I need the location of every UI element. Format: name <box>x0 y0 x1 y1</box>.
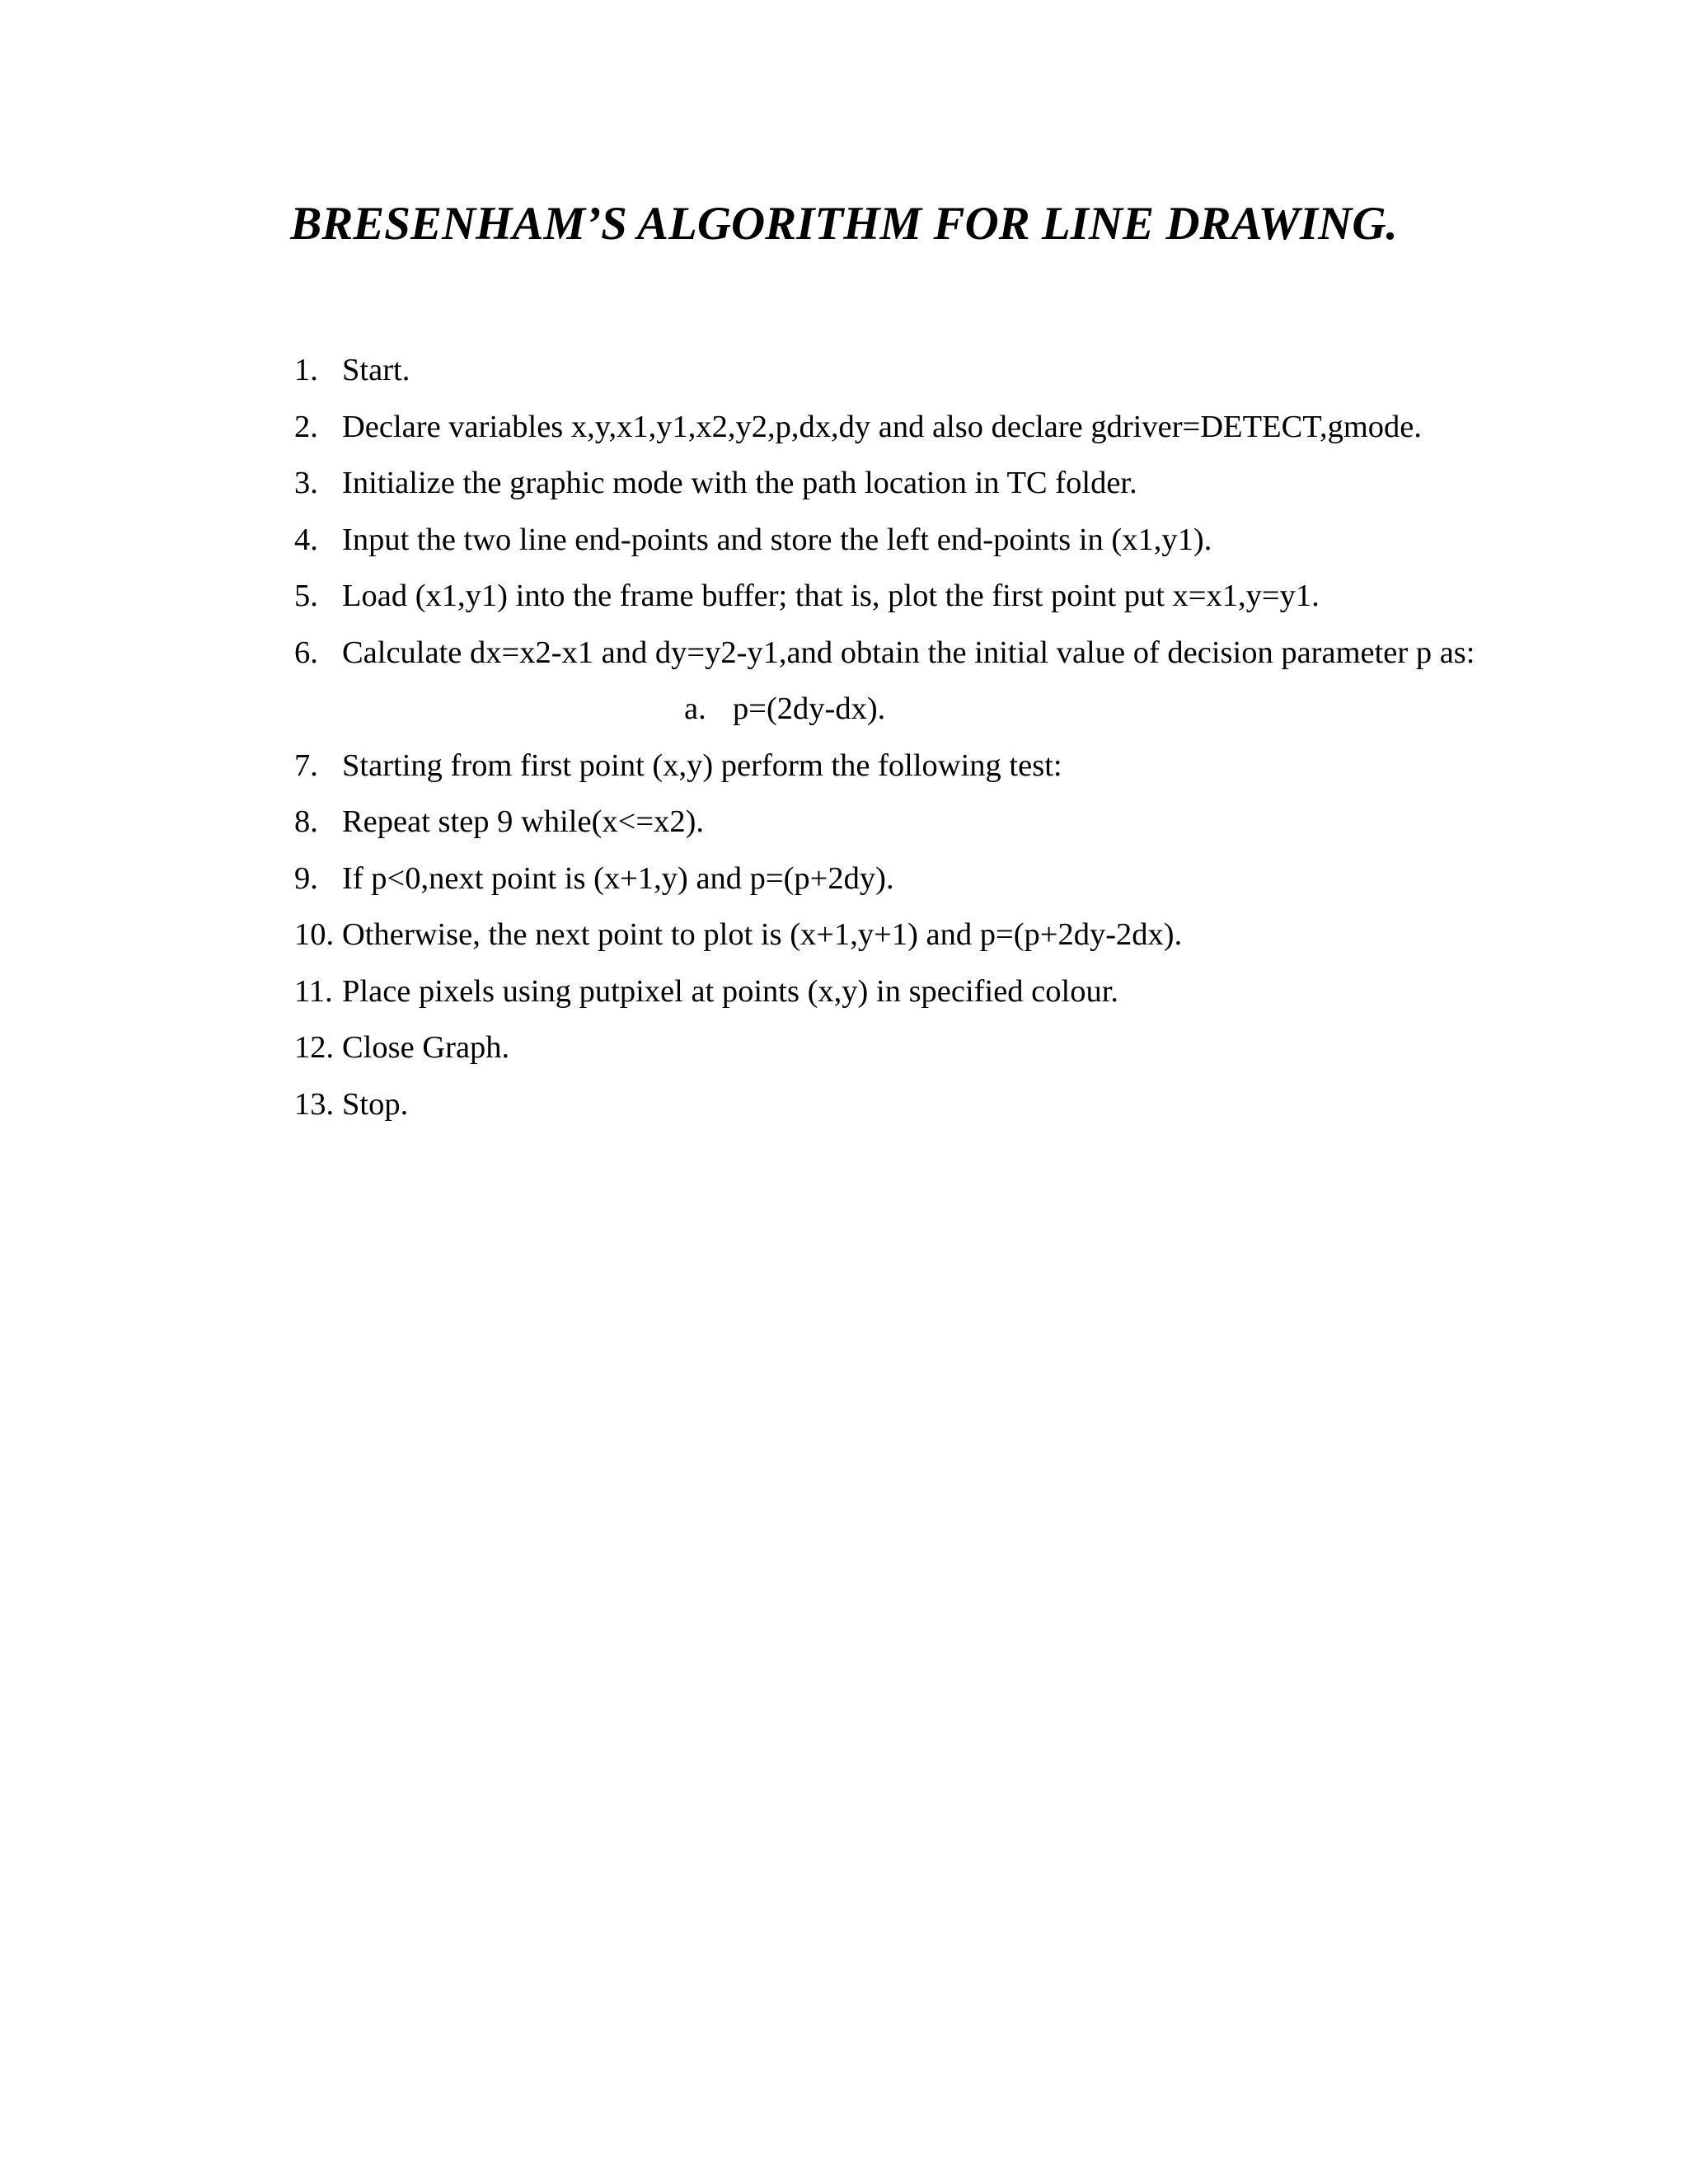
algorithm-steps-list <box>294 342 1679 1132</box>
step-text: Stop. <box>342 1086 409 1122</box>
step-number: 11. <box>294 973 333 1009</box>
step-number: 2. <box>294 409 318 444</box>
step-text: Close Graph. <box>342 1030 510 1065</box>
list-item <box>294 1019 1679 1076</box>
list-item <box>294 907 1679 963</box>
step-number: 7. <box>294 748 318 783</box>
step-number: 5. <box>294 579 318 613</box>
sub-list-item <box>294 681 1679 738</box>
list-item <box>294 512 1679 569</box>
step-text: Otherwise, the next point to plot is (x+1,y+1) and p=(p+2dy-2dx). <box>342 917 1183 952</box>
list-item <box>294 738 1679 794</box>
sub-step-letter: a. <box>684 691 706 726</box>
list-item <box>294 568 1679 625</box>
step-text: Repeat step 9 while(x<=x2). <box>342 804 705 839</box>
step-number: 10. <box>294 917 335 952</box>
sub-step-text: p=(2dy-dx). <box>733 691 886 726</box>
step-text: Place pixels using putpixel at points (x,y) in specified colour. <box>342 973 1119 1009</box>
list-item <box>294 794 1679 851</box>
step-number: 4. <box>294 522 318 557</box>
step-number: 1. <box>294 353 318 387</box>
step-text: Input the two line end-points and store the left end-points in (x1,y1). <box>342 522 1212 557</box>
step-text: Calculate dx=x2-x1 and dy=y2-y1,and obtain the initial value of decision parameter p as: <box>342 635 1475 670</box>
step-text: Load (x1,y1) into the frame buffer; that is, plot the first point put x=x1,y=y1. <box>342 579 1320 613</box>
step-number: 9. <box>294 860 318 896</box>
step-number: 6. <box>294 635 318 670</box>
step-text: Initialize the graphic mode with the path location in TC folder. <box>342 466 1137 500</box>
step-number: 3. <box>294 466 318 500</box>
step-number: 13. <box>294 1086 335 1122</box>
list-item <box>294 851 1679 907</box>
step-number: 12. <box>294 1030 335 1065</box>
list-item <box>294 342 1679 399</box>
page-title: BRESENHAM’S ALGORITHM FOR LINE DRAWING. <box>290 198 1398 250</box>
list-item <box>294 455 1679 512</box>
step-text: Declare variables x,y,x1,y1,x2,y2,p,dx,dy and also declare gdriver=DETECT,gmode. <box>342 409 1422 444</box>
list-item <box>294 625 1679 682</box>
step-text: If p<0,next point is (x+1,y) and p=(p+2dy). <box>342 860 894 896</box>
list-item <box>294 399 1679 456</box>
list-item <box>294 1076 1679 1133</box>
list-item <box>294 963 1679 1020</box>
step-text: Start. <box>342 353 410 387</box>
step-number: 8. <box>294 804 318 839</box>
step-text: Starting from first point (x,y) perform the following test: <box>342 748 1062 783</box>
